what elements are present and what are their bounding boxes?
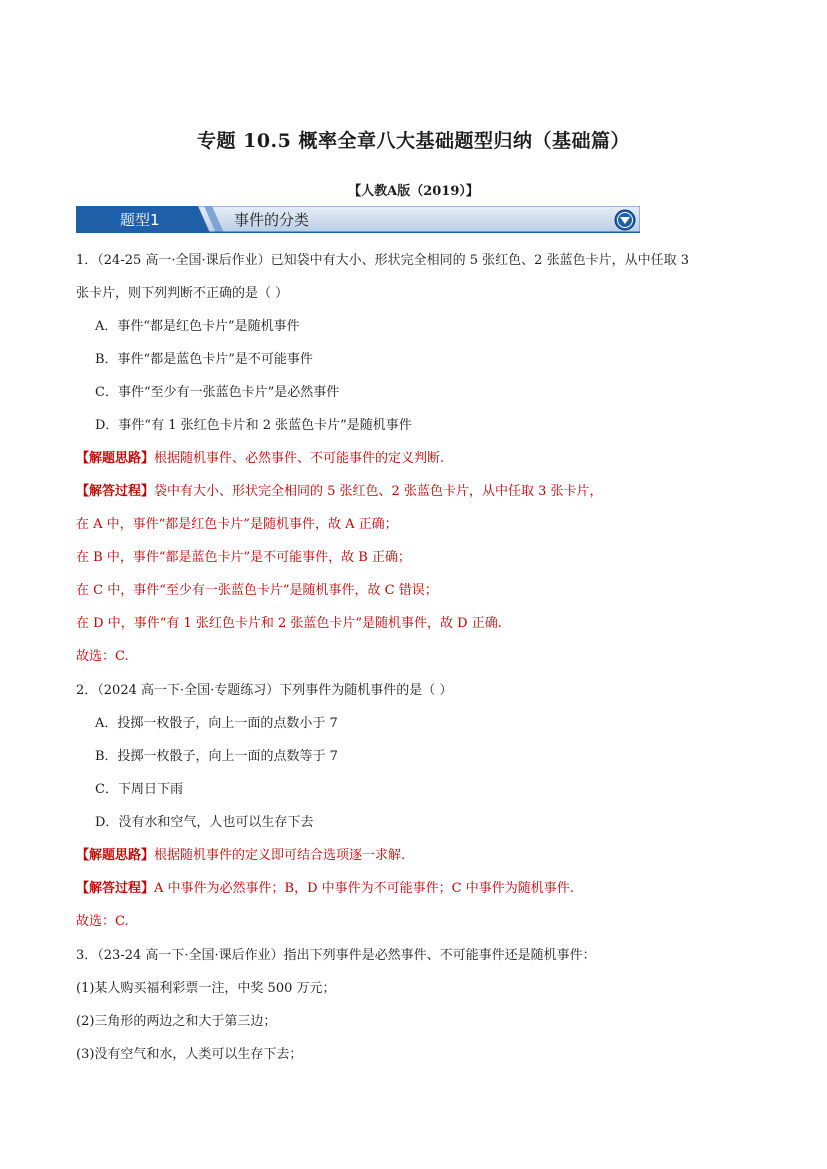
q1-option-c: C．事件“至少有一张蓝色卡片”是必然事件 [95,385,340,400]
q1-process-text: 袋中有大小、形状完全相同的 5 张红色、2 张蓝色卡片，从中任取 3 张卡片， [154,484,603,499]
section-banner [76,206,640,233]
q1-solution-idea [76,450,756,468]
q1-option-a: A．事件“都是红色卡片”是随机事件 [95,319,300,334]
q2-process-label: 【解答过程】 [76,881,155,896]
section-tag: 题型1 [120,211,160,229]
section-topic: 事件的分类 [234,211,310,229]
chevron-down-circle-icon[interactable] [614,209,636,231]
edition-label: 【人教A版（2019）】 [348,184,479,199]
q1-stem-line1: 1．（24-25 高一·全国·课后作业）已知袋中有大小、形状完全相同的 5 张红色、2 张蓝色卡片，从中任取 3 [76,253,689,268]
q2-solution-idea [76,847,756,865]
q2-process-text: A 中事件为必然事件；B，D 中事件为不可能事件；C 中事件为随机事件. [154,881,574,896]
q2-idea-text: 根据随机事件的定义即可结合选项逐一求解. [154,848,406,863]
section-banner-shape [76,206,640,233]
q2-option-a: A．投掷一枚骰子，向上一面的点数小于 7 [95,716,338,731]
q3-stem: 3．（23-24 高一下·全国·课后作业）指出下列事件是必然事件、不可能事件还是随机事件： [76,948,596,963]
q1-answer: 故选：C. [76,649,129,664]
q2-option-c: C．下周日下雨 [95,782,183,797]
q1-process-line-a: 在 A 中，事件“都是红色卡片”是随机事件，故 A 正确； [76,517,398,532]
q1-process-line-b: 在 B 中，事件“都是蓝色卡片”是不可能事件，故 B 正确； [76,550,411,565]
q2-option-b: B．投掷一枚骰子，向上一面的点数等于 7 [95,749,338,764]
q1-solution-process [76,483,756,501]
q2-answer: 故选：C. [76,914,129,929]
q3-item-3: (3)没有空气和水，人类可以生存下去； [76,1047,303,1062]
q2-option-d: D．没有水和空气，人也可以生存下去 [95,815,314,830]
q3-item-1: (1)某人购买福利彩票一注，中奖 500 万元； [76,981,336,996]
q2-solution-process [76,880,756,898]
q2-idea-label: 【解题思路】 [76,848,155,863]
page-title: 专题 10.5 概率全章八大基础题型归纳（基础篇） [196,130,630,152]
q1-process-label: 【解答过程】 [76,484,155,499]
q3-item-2: (2)三角形的两边之和大于第三边； [76,1014,277,1029]
q1-idea-label: 【解题思路】 [76,451,155,466]
q1-idea-text: 根据随机事件、必然事件、不可能事件的定义判断. [154,451,445,466]
q2-stem: 2．（2024 高一下·全国·专题练习）下列事件为随机事件的是（ ） [76,683,453,698]
q1-option-d: D．事件“有 1 张红色卡片和 2 张蓝色卡片”是随机事件 [95,418,412,433]
q1-stem-line2: 张卡片，则下列判断不正确的是（ ） [76,286,289,301]
q1-process-line-d: 在 D 中，事件“有 1 张红色卡片和 2 张蓝色卡片”是随机事件，故 D 正确. [76,616,502,631]
q1-option-b: B．事件“都是蓝色卡片”是不可能事件 [95,352,313,367]
q1-process-line-c: 在 C 中，事件“至少有一张蓝色卡片”是随机事件，故 C 错误； [76,583,438,598]
